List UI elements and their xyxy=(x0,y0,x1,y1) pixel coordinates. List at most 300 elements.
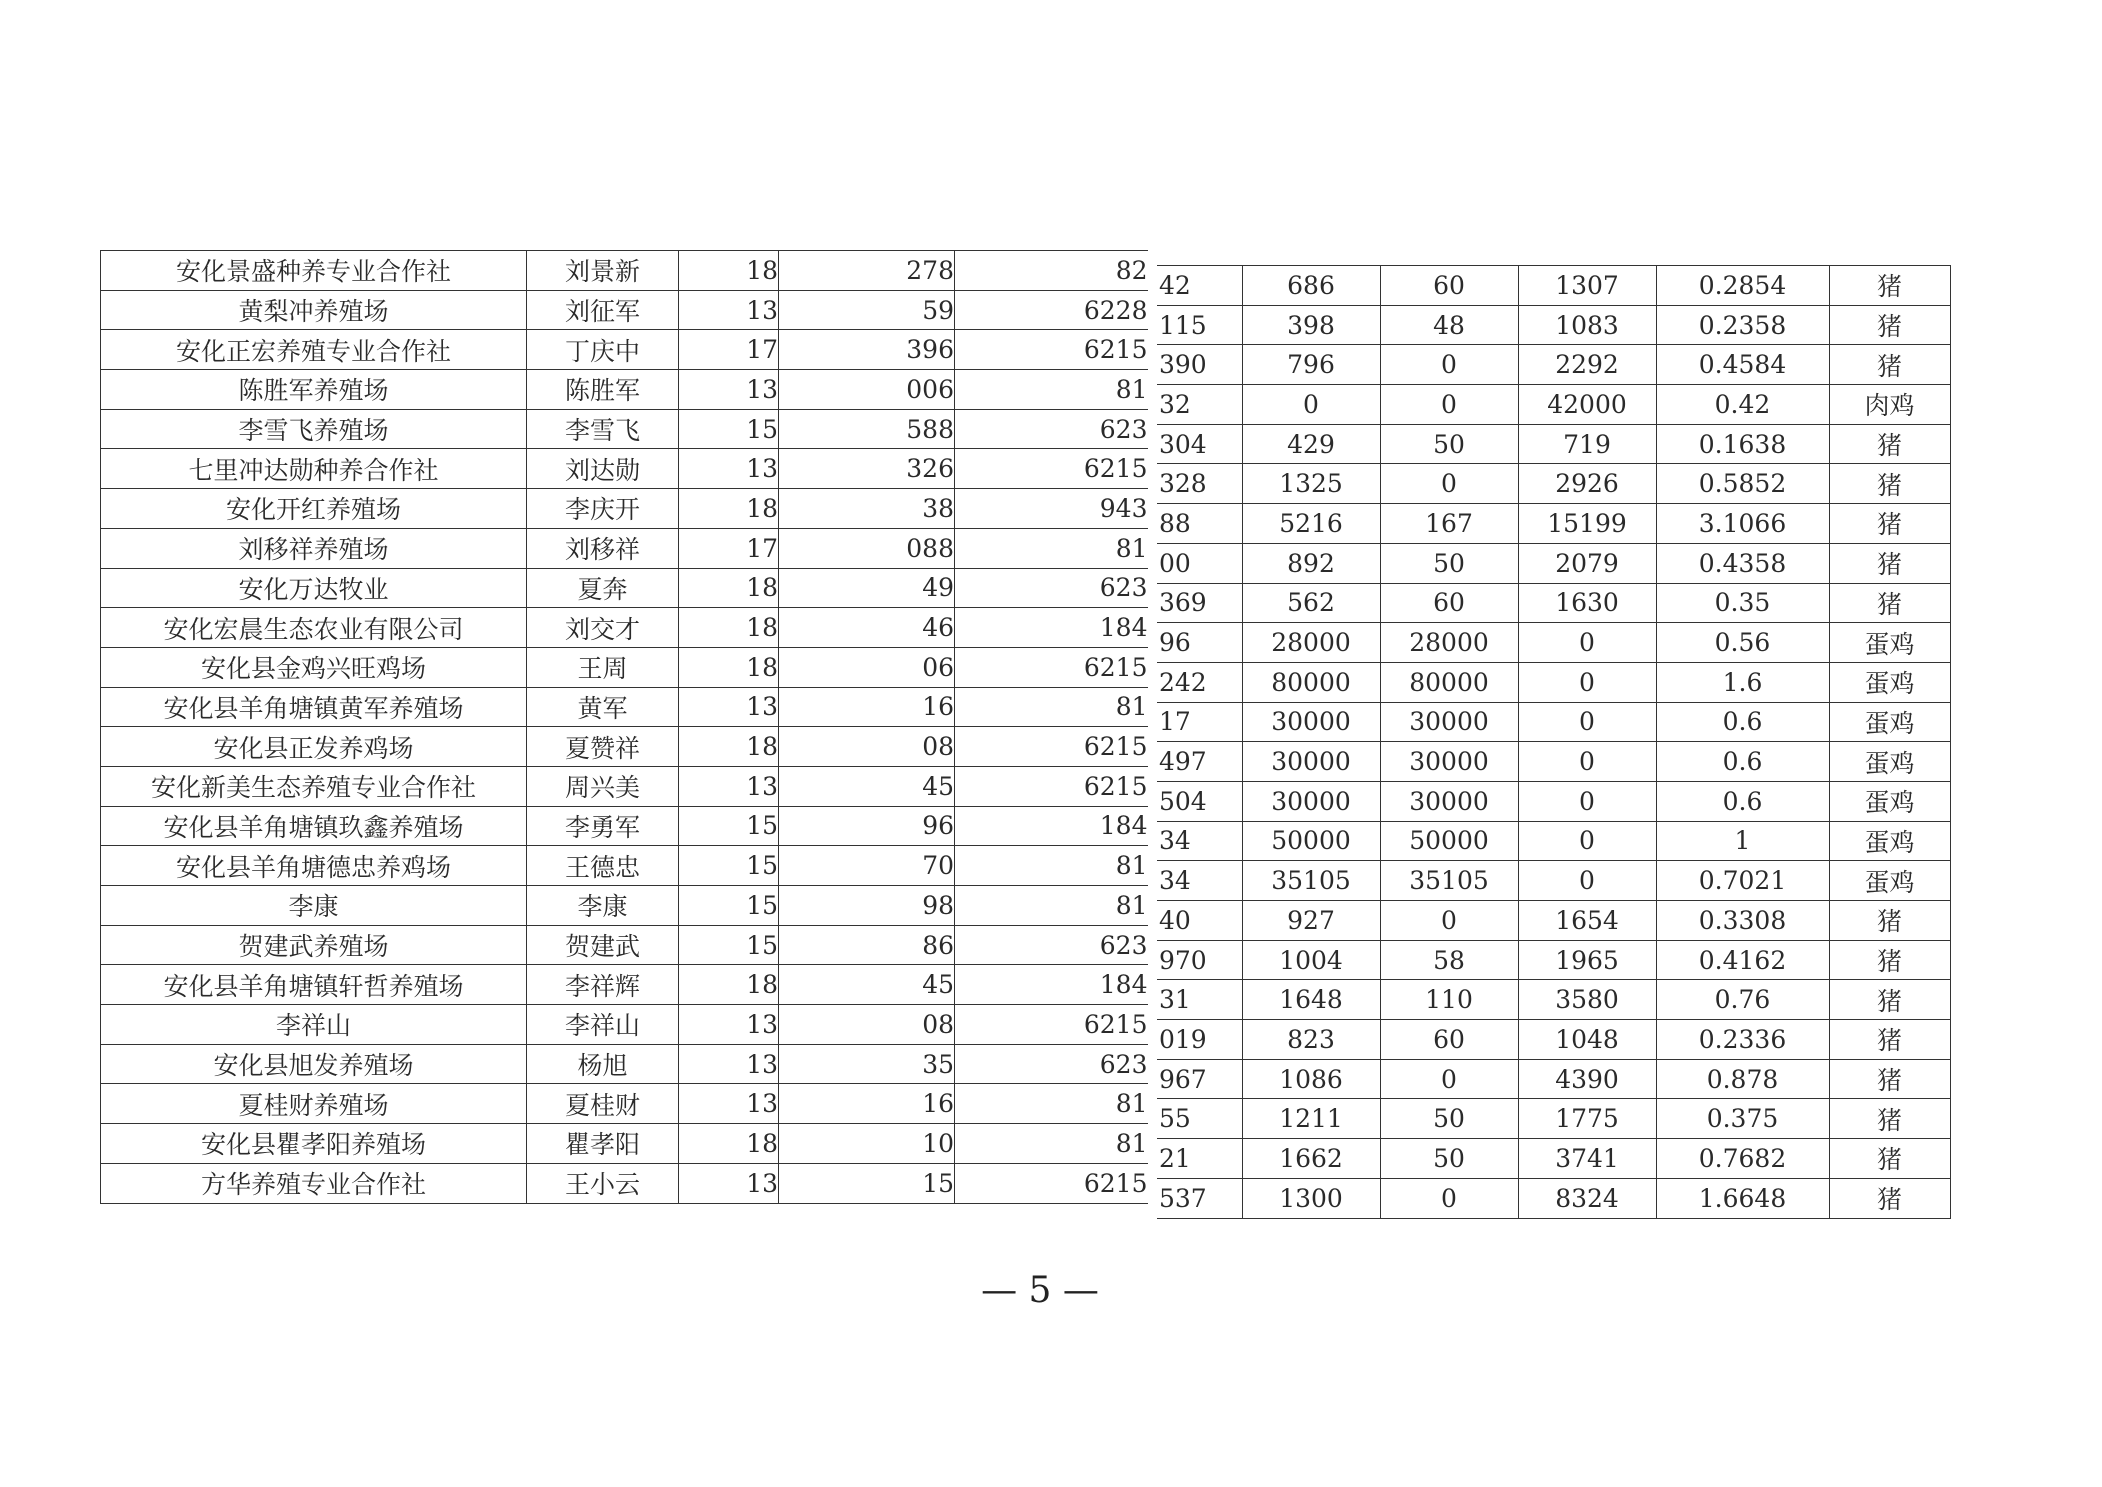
fragment-cell: 17 xyxy=(1157,702,1242,742)
id-fragment-cell: 08 xyxy=(779,727,955,767)
table-row xyxy=(101,568,1148,608)
table-row xyxy=(101,1124,1148,1164)
slaughter-cell: 0 xyxy=(1380,901,1518,941)
id-fragment-cell: 278 xyxy=(779,251,955,291)
slaughter-cell: 60 xyxy=(1380,266,1518,306)
output-cell: 1307 xyxy=(1518,266,1656,306)
farm-name-cell: 安化开红养殖场 xyxy=(101,489,527,529)
slaughter-cell: 30000 xyxy=(1380,742,1518,782)
output-cell: 3741 xyxy=(1518,1139,1656,1179)
stock-cell: 80000 xyxy=(1242,662,1380,702)
table-row xyxy=(1157,901,1950,941)
table-row xyxy=(1157,781,1950,821)
contact-name-cell: 李雪飞 xyxy=(527,409,679,449)
output-cell: 1083 xyxy=(1518,305,1656,345)
farm-name-cell: 安化县羊角塘德忠养鸡场 xyxy=(101,846,527,886)
stock-cell: 1662 xyxy=(1242,1139,1380,1179)
stock-cell: 50000 xyxy=(1242,821,1380,861)
farm-name-cell: 安化正宏养殖专业合作社 xyxy=(101,330,527,370)
farm-name-cell: 安化万达牧业 xyxy=(101,568,527,608)
phone-fragment-cell: 13 xyxy=(679,370,779,410)
phone-fragment-cell: 15 xyxy=(679,846,779,886)
account-fragment-cell: 6215 xyxy=(955,727,1148,767)
fragment-cell: 34 xyxy=(1157,861,1242,901)
fragment-cell: 019 xyxy=(1157,1020,1242,1060)
manure-cell: 0.2336 xyxy=(1656,1020,1829,1060)
output-cell: 42000 xyxy=(1518,385,1656,425)
phone-fragment-cell: 13 xyxy=(679,1005,779,1045)
output-cell: 0 xyxy=(1518,662,1656,702)
table-row xyxy=(1157,1139,1950,1179)
manure-cell: 0.5852 xyxy=(1656,464,1829,504)
fragment-cell: 967 xyxy=(1157,1059,1242,1099)
output-cell: 2926 xyxy=(1518,464,1656,504)
farm-name-cell: 陈胜军养殖场 xyxy=(101,370,527,410)
slaughter-cell: 0 xyxy=(1380,1178,1518,1218)
livestock-type-cell: 猪 xyxy=(1829,901,1950,941)
contact-name-cell: 夏赞祥 xyxy=(527,727,679,767)
farm-name-cell: 安化宏晨生态农业有限公司 xyxy=(101,608,527,648)
phone-fragment-cell: 18 xyxy=(679,489,779,529)
slaughter-cell: 50 xyxy=(1380,1099,1518,1139)
livestock-type-cell: 蛋鸡 xyxy=(1829,623,1950,663)
livestock-type-cell: 猪 xyxy=(1829,1099,1950,1139)
table-row xyxy=(1157,662,1950,702)
account-fragment-cell: 623 xyxy=(955,568,1148,608)
phone-fragment-cell: 18 xyxy=(679,568,779,608)
contact-name-cell: 周兴美 xyxy=(527,766,679,806)
manure-cell: 0.2854 xyxy=(1656,266,1829,306)
output-cell: 8324 xyxy=(1518,1178,1656,1218)
phone-fragment-cell: 15 xyxy=(679,886,779,926)
id-fragment-cell: 59 xyxy=(779,290,955,330)
farm-name-cell: 安化县金鸡兴旺鸡场 xyxy=(101,647,527,687)
slaughter-cell: 28000 xyxy=(1380,623,1518,663)
manure-cell: 0.2358 xyxy=(1656,305,1829,345)
table-row xyxy=(1157,623,1950,663)
manure-cell: 0.42 xyxy=(1656,385,1829,425)
stock-cell: 1325 xyxy=(1242,464,1380,504)
phone-fragment-cell: 18 xyxy=(679,251,779,291)
table-row xyxy=(1157,464,1950,504)
manure-cell: 0.4358 xyxy=(1656,543,1829,583)
table-row xyxy=(1157,583,1950,623)
table-row xyxy=(1157,742,1950,782)
stock-cell: 30000 xyxy=(1242,742,1380,782)
stock-cell: 30000 xyxy=(1242,702,1380,742)
account-fragment-cell: 623 xyxy=(955,925,1148,965)
manure-cell: 0.6 xyxy=(1656,742,1829,782)
account-fragment-cell: 184 xyxy=(955,965,1148,1005)
account-fragment-cell: 81 xyxy=(955,886,1148,926)
output-cell: 1775 xyxy=(1518,1099,1656,1139)
phone-fragment-cell: 13 xyxy=(679,1044,779,1084)
farm-name-cell: 李祥山 xyxy=(101,1005,527,1045)
id-fragment-cell: 088 xyxy=(779,528,955,568)
manure-cell: 0.7682 xyxy=(1656,1139,1829,1179)
output-cell: 15199 xyxy=(1518,504,1656,544)
stock-cell: 35105 xyxy=(1242,861,1380,901)
table-row xyxy=(101,409,1148,449)
account-fragment-cell: 81 xyxy=(955,846,1148,886)
fragment-cell: 537 xyxy=(1157,1178,1242,1218)
manure-cell: 0.3308 xyxy=(1656,901,1829,941)
account-fragment-cell: 81 xyxy=(955,528,1148,568)
fragment-cell: 32 xyxy=(1157,385,1242,425)
phone-fragment-cell: 15 xyxy=(679,409,779,449)
fragment-cell: 88 xyxy=(1157,504,1242,544)
output-cell: 3580 xyxy=(1518,980,1656,1020)
slaughter-cell: 110 xyxy=(1380,980,1518,1020)
table-row xyxy=(101,886,1148,926)
livestock-type-cell: 蛋鸡 xyxy=(1829,781,1950,821)
table-row xyxy=(101,766,1148,806)
farm-name-cell: 安化县瞿孝阳养殖场 xyxy=(101,1124,527,1164)
account-fragment-cell: 6215 xyxy=(955,449,1148,489)
contact-name-cell: 黄军 xyxy=(527,687,679,727)
output-cell: 4390 xyxy=(1518,1059,1656,1099)
table-row xyxy=(101,1005,1148,1045)
manure-cell: 0.4584 xyxy=(1656,345,1829,385)
output-cell: 1654 xyxy=(1518,901,1656,941)
farm-name-cell: 安化县羊角塘镇黄军养殖场 xyxy=(101,687,527,727)
stock-cell: 1648 xyxy=(1242,980,1380,1020)
table-row xyxy=(1157,702,1950,742)
slaughter-cell: 80000 xyxy=(1380,662,1518,702)
slaughter-cell: 30000 xyxy=(1380,781,1518,821)
output-cell: 2079 xyxy=(1518,543,1656,583)
phone-fragment-cell: 13 xyxy=(679,290,779,330)
id-fragment-cell: 98 xyxy=(779,886,955,926)
account-fragment-cell: 81 xyxy=(955,1084,1148,1124)
phone-fragment-cell: 15 xyxy=(679,925,779,965)
fragment-cell: 34 xyxy=(1157,821,1242,861)
livestock-type-cell: 猪 xyxy=(1829,424,1950,464)
contact-name-cell: 夏桂财 xyxy=(527,1084,679,1124)
stock-cell: 1300 xyxy=(1242,1178,1380,1218)
livestock-type-cell: 猪 xyxy=(1829,1178,1950,1218)
output-cell: 1048 xyxy=(1518,1020,1656,1060)
phone-fragment-cell: 18 xyxy=(679,727,779,767)
stock-cell: 1086 xyxy=(1242,1059,1380,1099)
manure-cell: 0.878 xyxy=(1656,1059,1829,1099)
contact-name-cell: 王周 xyxy=(527,647,679,687)
table-row xyxy=(101,1044,1148,1084)
phone-fragment-cell: 17 xyxy=(679,528,779,568)
id-fragment-cell: 46 xyxy=(779,608,955,648)
farm-name-cell: 李雪飞养殖场 xyxy=(101,409,527,449)
stock-cell: 796 xyxy=(1242,345,1380,385)
output-cell: 1630 xyxy=(1518,583,1656,623)
phone-fragment-cell: 17 xyxy=(679,330,779,370)
fragment-cell: 115 xyxy=(1157,305,1242,345)
id-fragment-cell: 396 xyxy=(779,330,955,370)
table-row xyxy=(101,489,1148,529)
livestock-type-cell: 猪 xyxy=(1829,980,1950,1020)
output-cell: 0 xyxy=(1518,623,1656,663)
output-cell: 0 xyxy=(1518,861,1656,901)
table-row xyxy=(1157,1178,1950,1218)
id-fragment-cell: 35 xyxy=(779,1044,955,1084)
phone-fragment-cell: 13 xyxy=(679,687,779,727)
id-fragment-cell: 06 xyxy=(779,647,955,687)
livestock-type-cell: 猪 xyxy=(1829,940,1950,980)
left-table-half xyxy=(100,250,1148,1204)
manure-cell: 0.6 xyxy=(1656,781,1829,821)
fragment-cell: 96 xyxy=(1157,623,1242,663)
account-fragment-cell: 81 xyxy=(955,1124,1148,1164)
livestock-type-cell: 猪 xyxy=(1829,464,1950,504)
fragment-cell: 40 xyxy=(1157,901,1242,941)
table-row xyxy=(1157,1020,1950,1060)
slaughter-cell: 60 xyxy=(1380,1020,1518,1060)
farm-name-cell: 方华养殖专业合作社 xyxy=(101,1163,527,1203)
livestock-type-cell: 蛋鸡 xyxy=(1829,861,1950,901)
contact-name-cell: 王德忠 xyxy=(527,846,679,886)
table-row xyxy=(1157,861,1950,901)
phone-fragment-cell: 18 xyxy=(679,608,779,648)
id-fragment-cell: 10 xyxy=(779,1124,955,1164)
account-fragment-cell: 6215 xyxy=(955,766,1148,806)
contact-name-cell: 李祥辉 xyxy=(527,965,679,1005)
contact-name-cell: 夏奔 xyxy=(527,568,679,608)
manure-cell: 1 xyxy=(1656,821,1829,861)
account-fragment-cell: 6215 xyxy=(955,1163,1148,1203)
stock-cell: 0 xyxy=(1242,385,1380,425)
slaughter-cell: 0 xyxy=(1380,385,1518,425)
manure-cell: 0.7021 xyxy=(1656,861,1829,901)
fragment-cell: 369 xyxy=(1157,583,1242,623)
livestock-type-cell: 猪 xyxy=(1829,583,1950,623)
right-table-half xyxy=(1157,265,1951,1219)
farm-name-cell: 安化县羊角塘镇玖鑫养殖场 xyxy=(101,806,527,846)
id-fragment-cell: 45 xyxy=(779,766,955,806)
farm-name-cell: 李康 xyxy=(101,886,527,926)
output-cell: 0 xyxy=(1518,821,1656,861)
table-row xyxy=(101,806,1148,846)
slaughter-cell: 60 xyxy=(1380,583,1518,623)
right-table-body xyxy=(1157,266,1950,1219)
id-fragment-cell: 86 xyxy=(779,925,955,965)
table-row xyxy=(101,370,1148,410)
manure-cell: 0.56 xyxy=(1656,623,1829,663)
fragment-cell: 390 xyxy=(1157,345,1242,385)
phone-fragment-cell: 13 xyxy=(679,449,779,489)
phone-fragment-cell: 13 xyxy=(679,1163,779,1203)
farm-name-cell: 刘移祥养殖场 xyxy=(101,528,527,568)
manure-cell: 0.1638 xyxy=(1656,424,1829,464)
table-row xyxy=(101,846,1148,886)
output-cell: 1965 xyxy=(1518,940,1656,980)
livestock-type-cell: 猪 xyxy=(1829,1059,1950,1099)
table-row xyxy=(101,727,1148,767)
stock-cell: 823 xyxy=(1242,1020,1380,1060)
table-row xyxy=(101,608,1148,648)
table-row xyxy=(1157,821,1950,861)
table-row xyxy=(1157,424,1950,464)
livestock-type-cell: 猪 xyxy=(1829,504,1950,544)
output-cell: 2292 xyxy=(1518,345,1656,385)
account-fragment-cell: 184 xyxy=(955,608,1148,648)
phone-fragment-cell: 13 xyxy=(679,766,779,806)
id-fragment-cell: 96 xyxy=(779,806,955,846)
livestock-type-cell: 蛋鸡 xyxy=(1829,821,1950,861)
stock-cell: 562 xyxy=(1242,583,1380,623)
livestock-type-cell: 肉鸡 xyxy=(1829,385,1950,425)
manure-cell: 3.1066 xyxy=(1656,504,1829,544)
slaughter-cell: 50000 xyxy=(1380,821,1518,861)
contact-name-cell: 刘移祥 xyxy=(527,528,679,568)
table-row xyxy=(101,925,1148,965)
contact-name-cell: 李康 xyxy=(527,886,679,926)
fragment-cell: 328 xyxy=(1157,464,1242,504)
livestock-type-cell: 猪 xyxy=(1829,305,1950,345)
id-fragment-cell: 006 xyxy=(779,370,955,410)
livestock-type-cell: 猪 xyxy=(1829,266,1950,306)
farm-name-cell: 贺建武养殖场 xyxy=(101,925,527,965)
slaughter-cell: 50 xyxy=(1380,1139,1518,1179)
manure-cell: 0.375 xyxy=(1656,1099,1829,1139)
table-row xyxy=(1157,1099,1950,1139)
manure-cell: 1.6 xyxy=(1656,662,1829,702)
contact-name-cell: 刘景新 xyxy=(527,251,679,291)
fragment-cell: 504 xyxy=(1157,781,1242,821)
fragment-cell: 42 xyxy=(1157,266,1242,306)
output-cell: 0 xyxy=(1518,702,1656,742)
livestock-type-cell: 猪 xyxy=(1829,1020,1950,1060)
slaughter-cell: 30000 xyxy=(1380,702,1518,742)
account-fragment-cell: 6215 xyxy=(955,330,1148,370)
table-row xyxy=(1157,504,1950,544)
slaughter-cell: 58 xyxy=(1380,940,1518,980)
phone-fragment-cell: 18 xyxy=(679,965,779,1005)
account-fragment-cell: 943 xyxy=(955,489,1148,529)
slaughter-cell: 167 xyxy=(1380,504,1518,544)
farm-name-cell: 安化县羊角塘镇轩哲养殖场 xyxy=(101,965,527,1005)
contact-name-cell: 丁庆中 xyxy=(527,330,679,370)
manure-cell: 0.35 xyxy=(1656,583,1829,623)
phone-fragment-cell: 18 xyxy=(679,647,779,687)
table-row xyxy=(1157,266,1950,306)
contact-name-cell: 刘征军 xyxy=(527,290,679,330)
account-fragment-cell: 82 xyxy=(955,251,1148,291)
contact-name-cell: 李勇军 xyxy=(527,806,679,846)
fragment-cell: 31 xyxy=(1157,980,1242,1020)
account-fragment-cell: 623 xyxy=(955,409,1148,449)
slaughter-cell: 35105 xyxy=(1380,861,1518,901)
farm-name-cell: 安化景盛种养专业合作社 xyxy=(101,251,527,291)
account-fragment-cell: 81 xyxy=(955,370,1148,410)
left-table-body xyxy=(101,251,1148,1204)
stock-cell: 1004 xyxy=(1242,940,1380,980)
table-row xyxy=(101,687,1148,727)
manure-cell: 1.6648 xyxy=(1656,1178,1829,1218)
stock-cell: 30000 xyxy=(1242,781,1380,821)
id-fragment-cell: 08 xyxy=(779,1005,955,1045)
livestock-type-cell: 蛋鸡 xyxy=(1829,702,1950,742)
table-row xyxy=(1157,1059,1950,1099)
output-cell: 0 xyxy=(1518,742,1656,782)
manure-cell: 0.6 xyxy=(1656,702,1829,742)
slaughter-cell: 50 xyxy=(1380,543,1518,583)
contact-name-cell: 刘达勋 xyxy=(527,449,679,489)
livestock-type-cell: 猪 xyxy=(1829,345,1950,385)
table-row xyxy=(101,330,1148,370)
slaughter-cell: 0 xyxy=(1380,345,1518,385)
stock-cell: 5216 xyxy=(1242,504,1380,544)
fragment-cell: 21 xyxy=(1157,1139,1242,1179)
table-row xyxy=(1157,940,1950,980)
farm-name-cell: 安化县正发养鸡场 xyxy=(101,727,527,767)
slaughter-cell: 50 xyxy=(1380,424,1518,464)
manure-cell: 0.76 xyxy=(1656,980,1829,1020)
livestock-type-cell: 猪 xyxy=(1829,1139,1950,1179)
page-number: — 5 — xyxy=(981,1270,1099,1311)
account-fragment-cell: 184 xyxy=(955,806,1148,846)
stock-cell: 28000 xyxy=(1242,623,1380,663)
output-cell: 0 xyxy=(1518,781,1656,821)
id-fragment-cell: 16 xyxy=(779,687,955,727)
farm-name-cell: 安化新美生态养殖专业合作社 xyxy=(101,766,527,806)
contact-name-cell: 王小云 xyxy=(527,1163,679,1203)
contact-name-cell: 刘交才 xyxy=(527,608,679,648)
stock-cell: 927 xyxy=(1242,901,1380,941)
account-fragment-cell: 6215 xyxy=(955,647,1148,687)
table-row xyxy=(1157,345,1950,385)
id-fragment-cell: 16 xyxy=(779,1084,955,1124)
account-fragment-cell: 623 xyxy=(955,1044,1148,1084)
fragment-cell: 304 xyxy=(1157,424,1242,464)
farm-name-cell: 黄梨冲养殖场 xyxy=(101,290,527,330)
table-row xyxy=(1157,305,1950,345)
id-fragment-cell: 326 xyxy=(779,449,955,489)
table-row xyxy=(101,647,1148,687)
table-row xyxy=(101,528,1148,568)
fragment-cell: 55 xyxy=(1157,1099,1242,1139)
id-fragment-cell: 49 xyxy=(779,568,955,608)
stock-cell: 1211 xyxy=(1242,1099,1380,1139)
stock-cell: 398 xyxy=(1242,305,1380,345)
fragment-cell: 242 xyxy=(1157,662,1242,702)
account-fragment-cell: 6228 xyxy=(955,290,1148,330)
id-fragment-cell: 15 xyxy=(779,1163,955,1203)
slaughter-cell: 0 xyxy=(1380,464,1518,504)
fragment-cell: 497 xyxy=(1157,742,1242,782)
table-row xyxy=(101,1163,1148,1203)
contact-name-cell: 陈胜军 xyxy=(527,370,679,410)
stock-cell: 429 xyxy=(1242,424,1380,464)
phone-fragment-cell: 13 xyxy=(679,1084,779,1124)
contact-name-cell: 杨旭 xyxy=(527,1044,679,1084)
id-fragment-cell: 38 xyxy=(779,489,955,529)
slaughter-cell: 0 xyxy=(1380,1059,1518,1099)
id-fragment-cell: 70 xyxy=(779,846,955,886)
slaughter-cell: 48 xyxy=(1380,305,1518,345)
id-fragment-cell: 588 xyxy=(779,409,955,449)
fragment-cell: 00 xyxy=(1157,543,1242,583)
account-fragment-cell: 6215 xyxy=(955,1005,1148,1045)
livestock-type-cell: 猪 xyxy=(1829,543,1950,583)
table-row xyxy=(101,1084,1148,1124)
stock-cell: 686 xyxy=(1242,266,1380,306)
id-fragment-cell: 45 xyxy=(779,965,955,1005)
table-row xyxy=(101,251,1148,291)
stock-cell: 892 xyxy=(1242,543,1380,583)
table-row xyxy=(101,290,1148,330)
output-cell: 719 xyxy=(1518,424,1656,464)
contact-name-cell: 瞿孝阳 xyxy=(527,1124,679,1164)
farm-name-cell: 夏桂财养殖场 xyxy=(101,1084,527,1124)
